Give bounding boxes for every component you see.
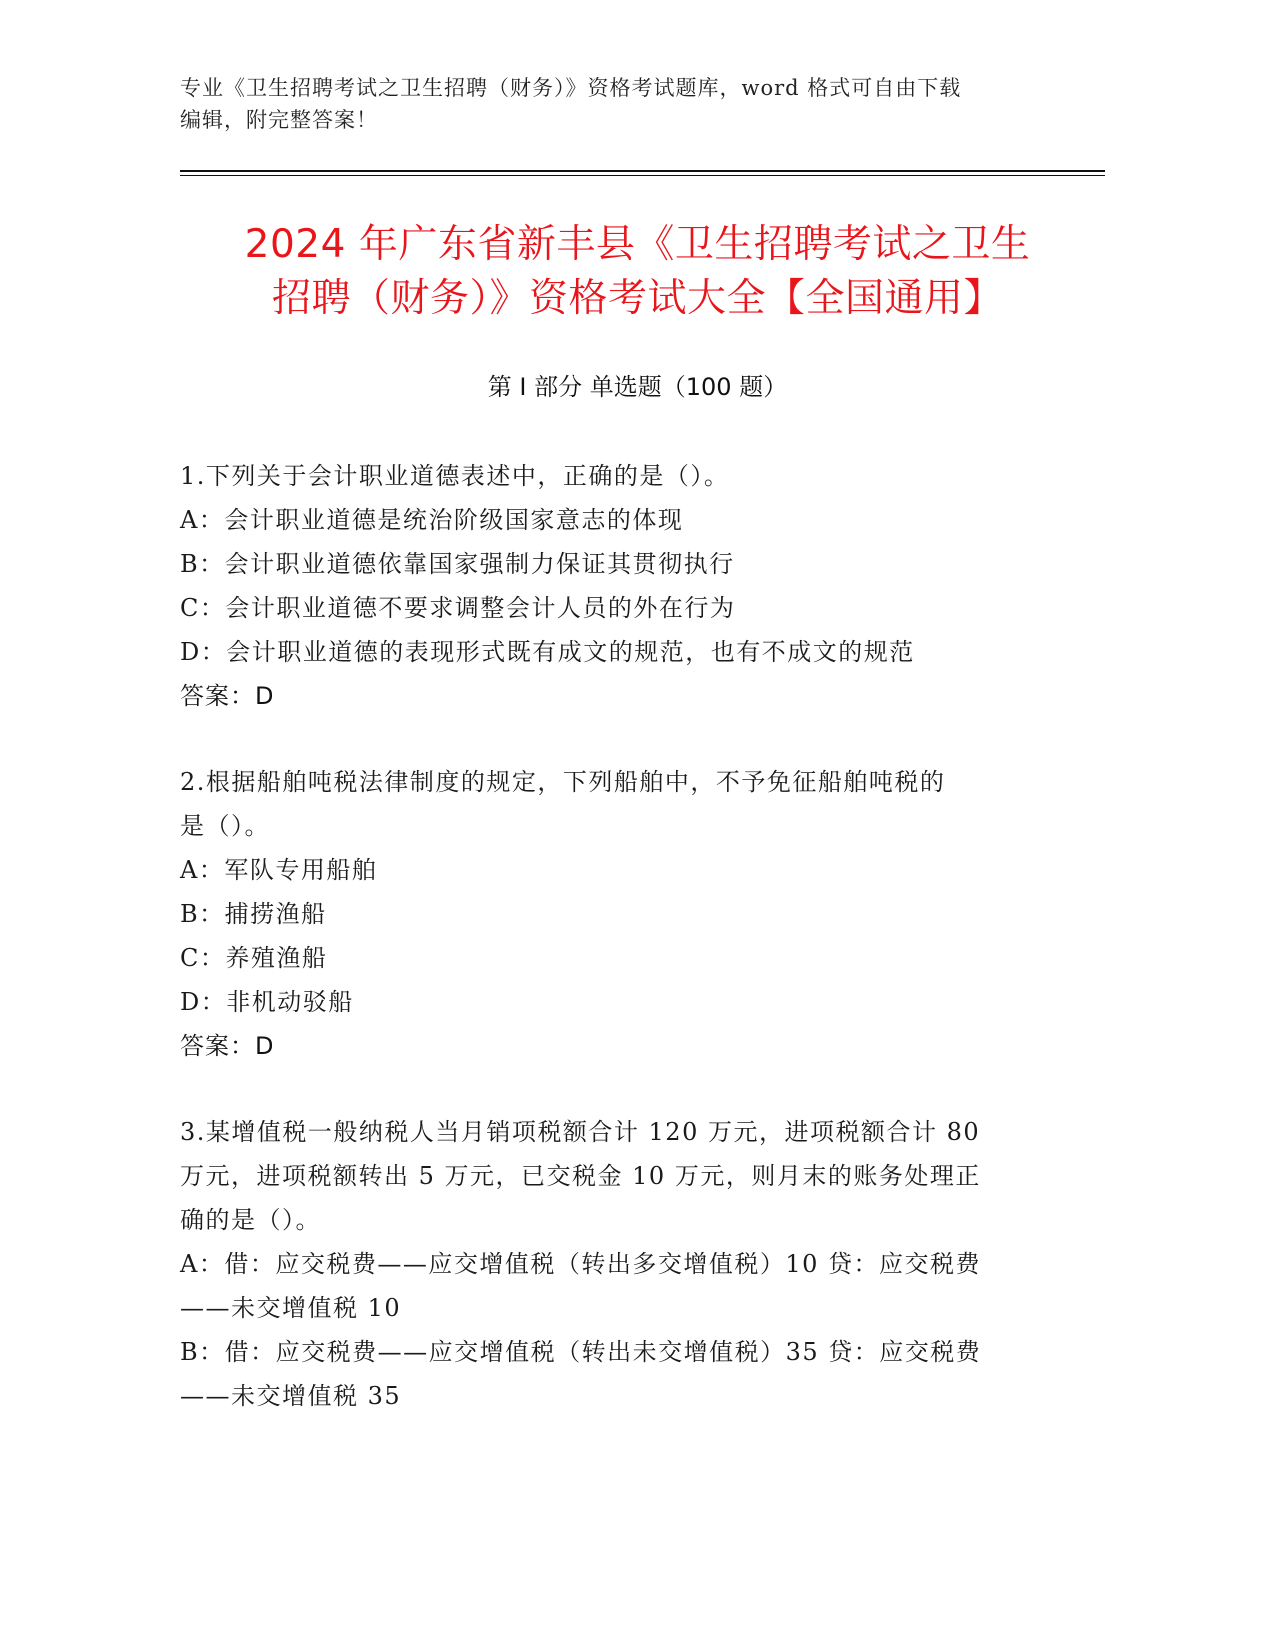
header-note-line-1: 专业《卫生招聘考试之卫生招聘（财务）》资格考试题库，word 格式可自由下载: [180, 76, 962, 100]
question-stem-line: 3.某增值税一般纳税人当月销项税额合计 120 万元，进项税额合计 80: [180, 1118, 981, 1146]
header-note-line-2: 编辑，附完整答案！: [180, 108, 378, 132]
option-c: C：养殖渔船: [180, 944, 328, 972]
option-b-continued: ——未交增值税 35: [180, 1382, 402, 1410]
question-stem-line: 确的是（）。: [180, 1206, 321, 1234]
header-rule-thin: [180, 175, 1105, 176]
option-b: B：捕捞渔船: [180, 900, 327, 928]
question-stem-line: 万元，进项税额转出 5 万元，已交税金 10 万元，则月末的账务处理正: [180, 1162, 981, 1190]
option-a: A：军队专用船舶: [180, 856, 378, 884]
option-d: D：会计职业道德的表现形式既有成文的规范，也有不成文的规范: [180, 638, 915, 666]
option-a: A：借：应交税费——应交增值税（转出多交增值税）10 贷：应交税费: [180, 1250, 981, 1278]
header-note: [180, 72, 1060, 136]
header-rule-thick: [180, 170, 1105, 172]
question-list: [180, 454, 1040, 1460]
answer-label: 答案：D: [180, 1032, 275, 1060]
question-2: [180, 760, 1040, 1068]
document-title: [150, 218, 1125, 326]
option-b: B：会计职业道德依靠国家强制力保证其贯彻执行: [180, 550, 735, 578]
answer-label: 答案：D: [180, 682, 275, 710]
option-d: D：非机动驳船: [180, 988, 354, 1016]
document-title-line-2: 招聘（财务）》资格考试大全【全国通用】: [271, 276, 1003, 321]
question-1: [180, 454, 1040, 718]
question-stem-line: 2.根据船舶吨税法律制度的规定，下列船舶中，不予免征船舶吨税的: [180, 768, 946, 796]
option-b: B：借：应交税费——应交增值税（转出未交增值税）35 贷：应交税费: [180, 1338, 982, 1366]
question-3: [180, 1110, 1040, 1418]
option-c: C：会计职业道德不要求调整会计人员的外在行为: [180, 594, 736, 622]
option-a: A：会计职业道德是统治阶级国家意志的体现: [180, 506, 684, 534]
question-stem-line: 是（）。: [180, 812, 270, 840]
question-stem-line: 1.下列关于会计职业道德表述中，正确的是（）。: [180, 462, 730, 490]
option-a-continued: ——未交增值税 10: [180, 1294, 402, 1322]
document-title-line-1: 2024 年广东省新丰县《卫生招聘考试之卫生: [244, 222, 1031, 267]
section-title: 第 I 部分 单选题（100 题）: [487, 373, 788, 401]
